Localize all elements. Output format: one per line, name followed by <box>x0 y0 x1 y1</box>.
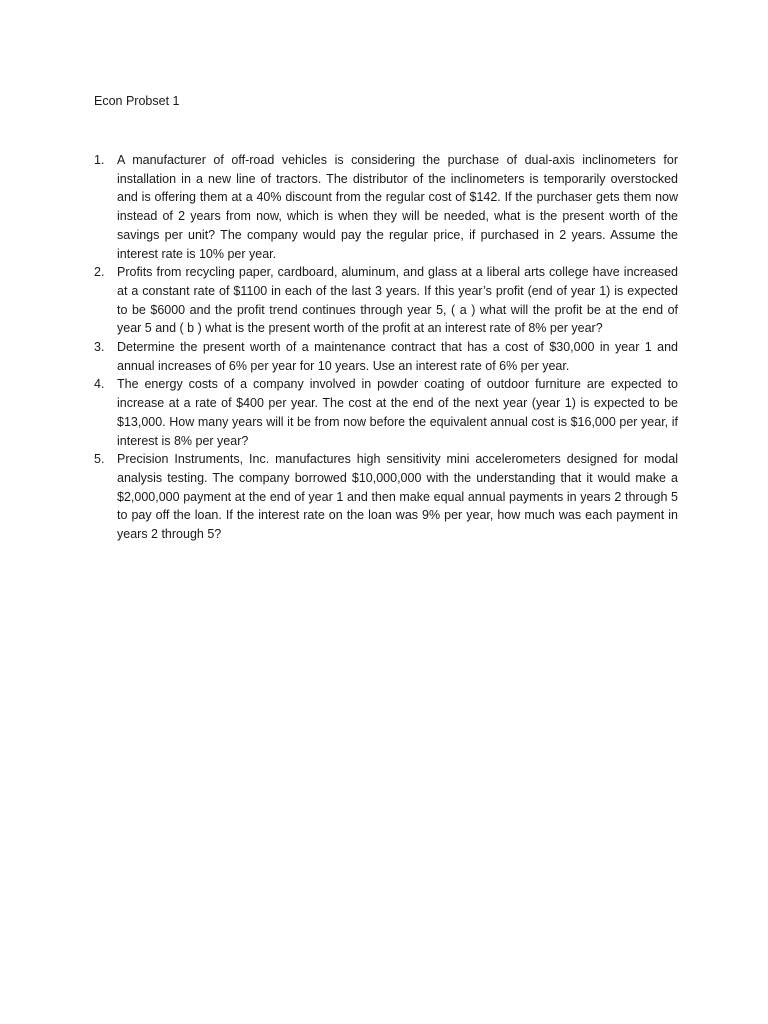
problem-text: A manufacturer of off-road vehicles is considering the purchase of dual-axis inclinometers for installation in a new line of tractors. The distributor of the inclinometers is temporarily overstocked and is offering them at a 40% discount from the regular cost of $142. If the purchaser gets them now instead of 2 years from now, which is when they will be needed, what is the present worth of the savings per unit? The company would pay the regular price, if purchased in 2 years. Assume the interest rate is 10% per year. <box>117 153 678 261</box>
problem-item-4 <box>94 375 678 450</box>
problem-number: 3. <box>94 340 105 355</box>
problem-number: 5. <box>94 452 105 467</box>
problem-number: 4. <box>94 377 105 392</box>
problem-number: 1. <box>94 153 105 167</box>
problem-list <box>94 151 678 544</box>
problem-text: The energy costs of a company involved in powder coating of outdoor furniture are expected to increase at a rate of $400 per year. The cost at the end of the next year (year 1) is expected to be $13,000. How many years will it be from now before the equivalent annual cost is $16,000 per year, if interest is 8% per year? <box>117 377 678 448</box>
problem-number: 2. <box>94 265 105 280</box>
problem-item-2 <box>94 263 678 338</box>
problem-text: Precision Instruments, Inc. manufactures high sensitivity mini accelerometers designed for modal analysis testing. The company borrowed $10,000,000 with the understanding that it would make a $2,000,000 payment at the end of year 1 and then make equal annual payments in years 2 through 5 to pay off the loan. If the interest rate on the loan was 9% per year, how much was each payment in years 2 through 5? <box>117 452 678 542</box>
document-title: Econ Probset 1 <box>94 94 180 108</box>
problem-text: Profits from recycling paper, cardboard, aluminum, and glass at a liberal arts college have increased at a constant rate of $1100 in each of the last 3 years. If this year’s profit (end of year 1) is expected to be $6000 and the profit trend continues through year 5, ( a ) what will the profit be at the end of year 5 and ( b ) what is the present worth of the profit at an interest rate of 8% per year? <box>117 265 678 336</box>
problem-item-5 <box>94 450 678 544</box>
problem-item-3 <box>94 338 678 375</box>
problem-item-1 <box>94 151 678 263</box>
problem-text: Determine the present worth of a maintenance contract that has a cost of $30,000 in year 1 and annual increases of 6% per year for 10 years. Use an interest rate of 6% per year. <box>117 340 678 373</box>
